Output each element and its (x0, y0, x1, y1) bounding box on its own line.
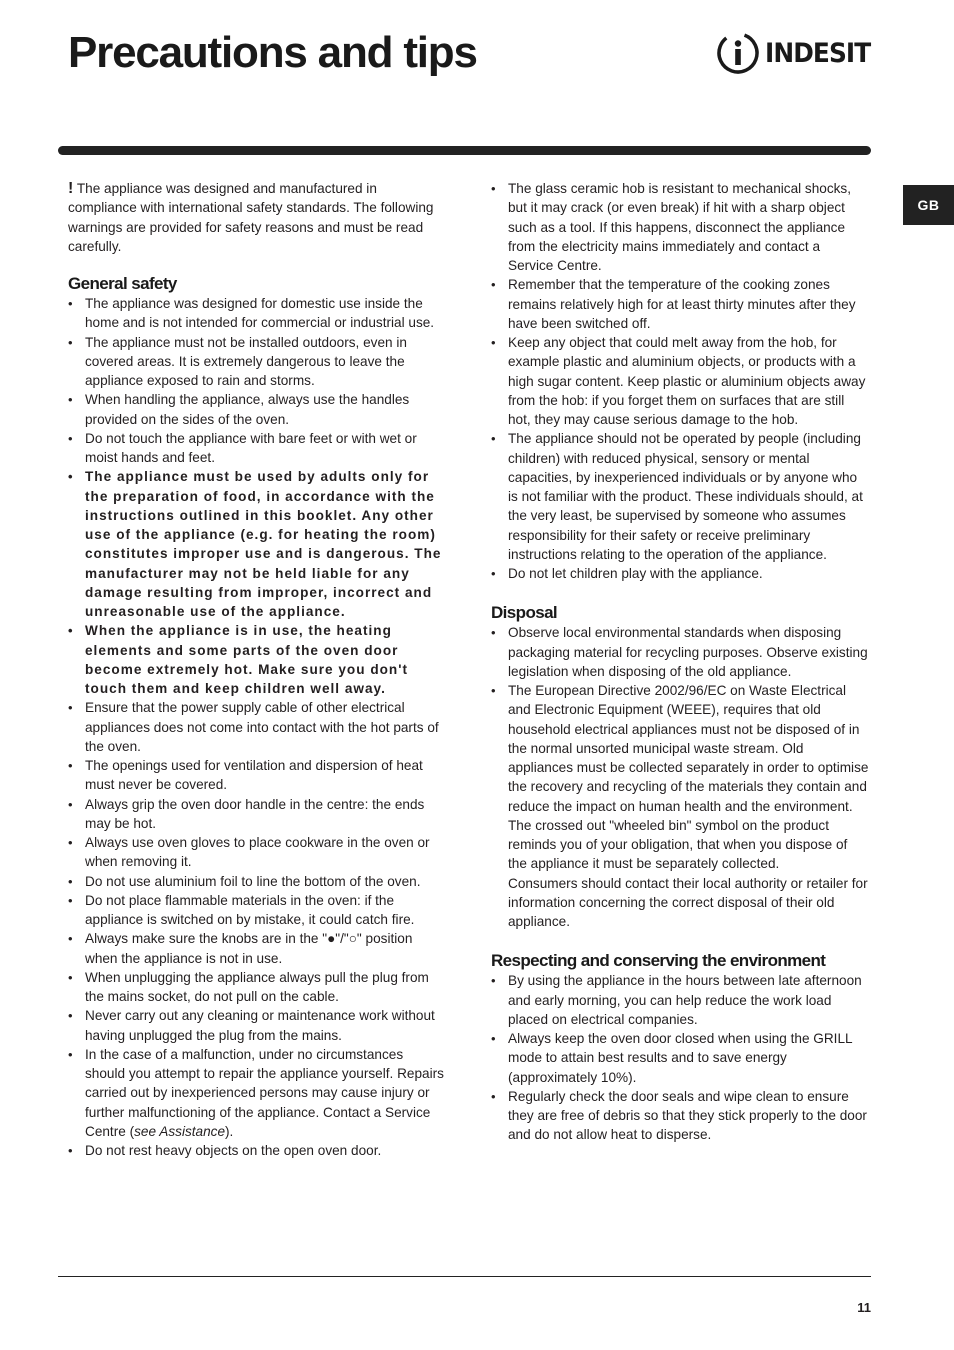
list-item: • The appliance should not be operated by people (including children) with reduced physical, sensory or mental capacities, by inexperienced individuals or by anyone who is not familiar with the product. These individuals should, at the very least, be supervised by someone who assumes responsibility for their safety or receive preliminary instructions relating to the operation of the appliance. (491, 429, 869, 564)
list-item: • The European Directive 2002/96/EC on Waste Electrical and Electronic Equipment (WEEE), requires that old household electrical appliances must not be disposed of in the normal unsorted municipal waste stream. Old appliances must be collected separately in order to optimise the recovery and recycling of the materials they contain and reduce the impact on human health and the environment. The crossed out "wheeled bin" symbol on the product reminds you of your obligation, that when you dispose of the appliance it must be separately collected. (491, 681, 869, 874)
list-item: • When handling the appliance, always use the handles provided on the sides of the oven. (68, 390, 446, 429)
list-item: • The appliance must not be installed outdoors, even in covered areas. It is extremely dangerous to leave the appliance exposed to rain and storms. (68, 333, 446, 391)
right-column (491, 179, 869, 1145)
list-item: • Always use oven gloves to place cookware in the oven or when removing it. (68, 833, 446, 872)
warning-mark: ! (68, 180, 74, 197)
list-item: • Keep any object that could melt away from the hob, for example plastic and aluminium objects, or products with a high sugar content. Keep plastic or aluminium objects away from the hob: if you forget them on surfaces that are still hot, they may cause serious damage to the hob. (491, 333, 869, 429)
header-divider (58, 146, 871, 155)
general-safety-heading: General safety (68, 274, 177, 293)
brand-wordmark: INDESIT (765, 37, 871, 69)
list-item: • Do not touch the appliance with bare feet or with wet or moist hands and feet. (68, 429, 446, 468)
list-item: • Never carry out any cleaning or maintenance work without having unplugged the plug from the mains. (68, 1006, 446, 1045)
list-item: • Remember that the temperature of the cooking zones remains relatively high for at least thirty minutes after they have been switched off. (491, 275, 869, 333)
list-item-text: In the case of a malfunction, under no circumstances should you attempt to repair the appliance yourself. Repairs carried out by inexperienced persons may cause injury or further malfunctioning of the appliance. Contact a Service Centre ( (85, 1046, 444, 1139)
list-item: • Ensure that the power supply cable of other electrical appliances does not come into contact with the hot parts of the oven. (68, 698, 446, 756)
intro-text: The appliance was designed and manufactured in compliance with international safety standards. The following warnings are provided for safety reasons and must be read carefully. (68, 181, 434, 254)
page-title: Precautions and tips (68, 28, 477, 77)
intro-paragraph (68, 179, 446, 256)
brand-logo (716, 30, 874, 76)
safety-list-continued (491, 179, 869, 583)
list-item: • Always keep the oven door closed when using the GRILL mode to attain best results and to save energy (approximately 10%). (491, 1029, 869, 1087)
footer-divider (58, 1276, 871, 1277)
language-tab: GB (903, 185, 954, 225)
list-item: • When the appliance is in use, the heating elements and some parts of the oven door become extremely hot. Make sure you don't touch them and keep children well away. (68, 621, 446, 698)
list-item: • Do not use aluminium foil to line the bottom of the oven. (68, 872, 446, 891)
list-item: • Observe local environmental standards when disposing packaging material for recycling purposes. Observe existing legislation when disposing of the old appliance. (491, 623, 869, 681)
list-item: • Do not place flammable materials in the oven: if the appliance is switched on by mistake, it could catch fire. (68, 891, 446, 930)
disposal-heading: Disposal (491, 603, 558, 623)
environment-list (491, 971, 869, 1144)
list-item: • The glass ceramic hob is resistant to mechanical shocks, but it may crack (or even break) if hit with a sharp object such as a tool. If this happens, disconnect the appliance from the electricity mains immediately and contact a Service Centre. (491, 179, 869, 275)
list-item: • The appliance must be used by adults only for the preparation of food, in accordance with the instructions outlined in this booklet. Any other use of the appliance (e.g. for heating the room) constitutes improper use and is dangerous. The manufacturer may not be held liable for any damage resulting from improper, incorrect and unreasonable use of the appliance. (68, 467, 446, 621)
list-item: • Do not rest heavy objects on the open oven door. (68, 1141, 446, 1160)
list-item: • Always make sure the knobs are in the "●"/"○" position when the appliance is not in use. (68, 929, 446, 968)
list-item: • Always grip the oven door handle in the centre: the ends may be hot. (68, 795, 446, 834)
list-item-end: ). (225, 1123, 234, 1139)
general-safety-list (68, 294, 446, 1160)
cross-reference: see Assistance (134, 1123, 226, 1139)
indesit-logo-icon (716, 31, 760, 75)
list-item: • When unplugging the appliance always pull the plug from the mains socket, do not pull on the cable. (68, 968, 446, 1007)
list-item: • By using the appliance in the hours between late afternoon and early morning, you can help reduce the work load placed on electrical companies. (491, 971, 869, 1029)
disposal-list (491, 623, 869, 873)
disposal-note: Consumers should contact their local authority or retailer for information concerning the correct disposal of their old appliance. (508, 875, 868, 929)
list-item: • The appliance was designed for domestic use inside the home and is not intended for commercial or industrial use. (68, 294, 446, 333)
left-column (68, 179, 446, 1160)
page-number: 11 (857, 1300, 871, 1315)
list-item: • The openings used for ventilation and dispersion of heat must never be covered. (68, 756, 446, 795)
list-item: • Do not let children play with the appliance. (491, 564, 869, 583)
list-item (68, 1045, 446, 1141)
environment-heading: Respecting and conserving the environment (491, 951, 826, 971)
list-item: • Regularly check the door seals and wipe clean to ensure they are free of debris so that they stick properly to the door and do not allow heat to disperse. (491, 1087, 869, 1145)
